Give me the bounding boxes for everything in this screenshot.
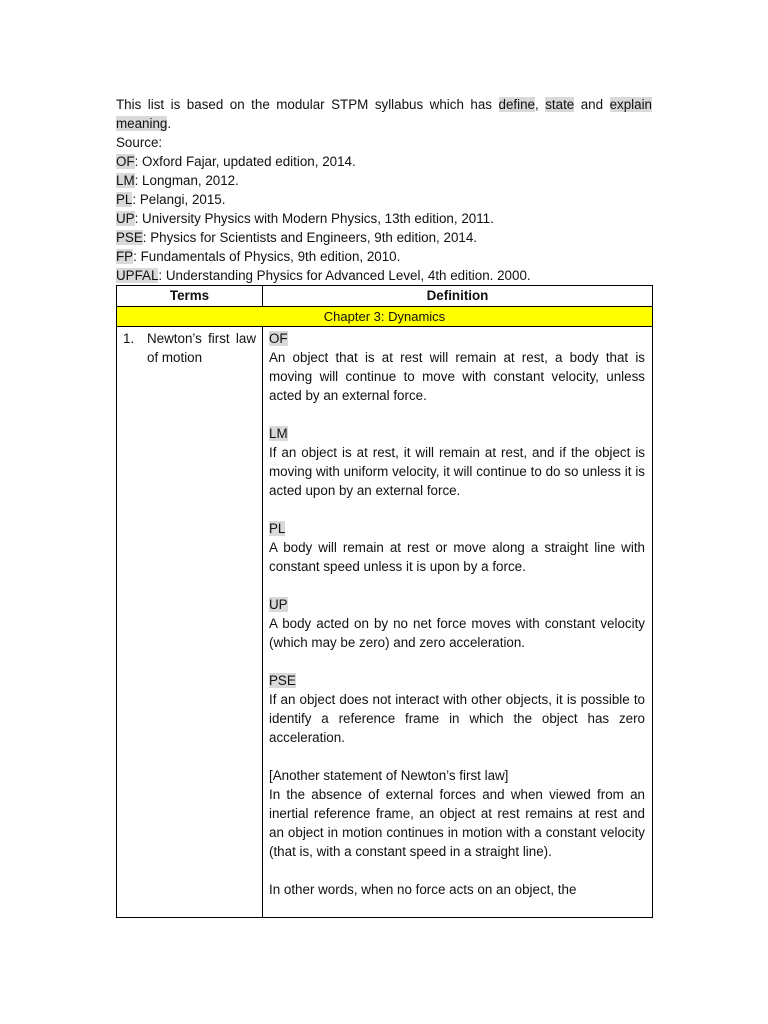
keyword-define: define: [498, 97, 535, 112]
definition-text: If an object is at rest, it will remain at rest, and if the object is moving with uniform velocity, it will continue to do so unless it is acted upon by an external force.: [269, 445, 645, 498]
source-item: [116, 266, 652, 285]
source-item: [116, 190, 652, 209]
source-text: : Fundamentals of Physics, 9th edition, 2010.: [133, 249, 401, 264]
source-text: : Understanding Physics for Advanced Level, 4th edition. 2000.: [158, 268, 531, 283]
source-item: [116, 228, 652, 247]
another-statement-text: In the absence of external forces and when viewed from an inertial reference frame, an object at rest remains at rest and an object in motion continues in motion with a constant velocity (that is, with a constant speed in a straight line).: [269, 787, 645, 859]
source-tag: LM: [269, 426, 288, 441]
term-name: Newton’s first law of motion: [147, 331, 256, 365]
source-abbr: LM: [116, 173, 135, 188]
chapter-row: [117, 307, 653, 327]
source-text: : Pelangi, 2015.: [132, 192, 226, 207]
source-tag: UP: [269, 597, 288, 612]
source-text: : Physics for Scientists and Engineers, 9th edition, 2014.: [142, 230, 478, 245]
another-statement-heading: [Another statement of Newton’s first law]: [269, 768, 509, 783]
definition-source: [269, 519, 645, 538]
chapter-heading: Chapter 3: Dynamics: [117, 307, 653, 327]
definition-text: An object that is at rest will remain at rest, a body that is moving will continue to move with constant velocity, unless acted by an external force.: [269, 350, 645, 403]
source-item: [116, 171, 652, 190]
definition-text: A body will remain at rest or move along a straight line with constant speed unless it is upon by a force.: [269, 540, 645, 574]
definition-column-header: Definition: [263, 286, 653, 307]
source-abbr: UP: [116, 211, 135, 226]
source-abbr: UPFAL: [116, 268, 159, 283]
intro-separator: and: [574, 97, 610, 112]
definition-text: A body acted on by no net force moves with constant velocity (which may be zero) and zero acceleration.: [269, 616, 645, 650]
term-number: 1.: [123, 331, 135, 346]
intro-section: [116, 95, 652, 285]
source-tag: OF: [269, 331, 288, 346]
source-text: : University Physics with Modern Physics, 13th edition, 2011.: [134, 211, 494, 226]
intro-text: This list is based on the modular STPM syllabus which has: [116, 97, 499, 112]
intro-separator: ,: [534, 97, 546, 112]
source-abbr: PL: [116, 192, 133, 207]
table-row: [117, 327, 653, 918]
intro-paragraph: [116, 95, 652, 133]
keyword-state: state: [545, 97, 575, 112]
source-tag: PSE: [269, 673, 296, 688]
terms-column-header: Terms: [117, 286, 263, 307]
definition-source: [269, 329, 645, 348]
source-text: : Longman, 2012.: [134, 173, 239, 188]
definition-source: [269, 595, 645, 614]
terms-table: [116, 285, 653, 918]
keyword-explain-meaning: explain meaning: [116, 97, 652, 131]
definition-source: [269, 671, 645, 690]
source-item: [116, 152, 652, 171]
definition-cell: [263, 327, 653, 918]
source-item: [116, 247, 652, 266]
source-tag: PL: [269, 521, 286, 536]
intro-period: .: [167, 116, 172, 131]
definition-source: [269, 424, 645, 443]
table-header-row: [117, 286, 653, 307]
source-text: : Oxford Fajar, updated edition, 2014.: [134, 154, 356, 169]
source-abbr: OF: [116, 154, 135, 169]
term-cell: [117, 327, 263, 918]
other-words-text: In other words, when no force acts on an object, the: [269, 882, 577, 897]
source-item: [116, 209, 652, 228]
source-abbr: PSE: [116, 230, 143, 245]
definition-text: If an object does not interact with other objects, it is possible to identify a reference frame in which the object has zero acceleration.: [269, 692, 645, 745]
source-abbr: FP: [116, 249, 134, 264]
source-label: Source:: [116, 135, 163, 150]
